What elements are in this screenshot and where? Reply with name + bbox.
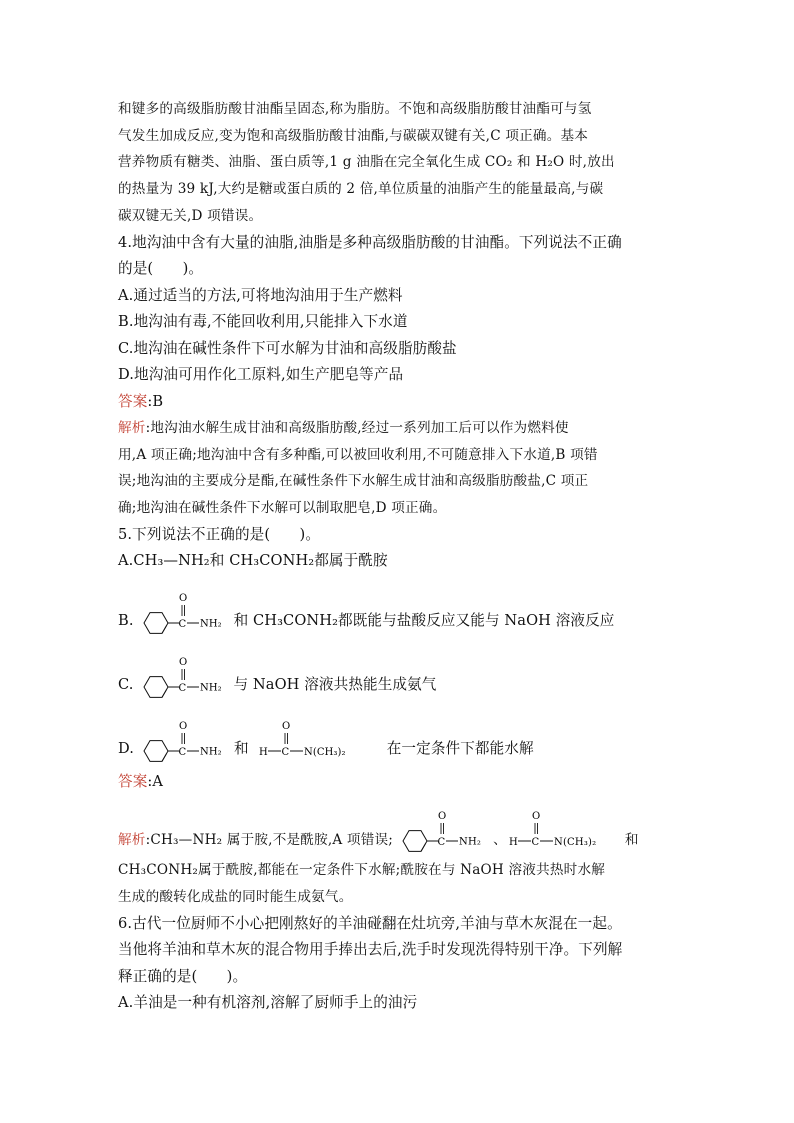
option-a: A.通过适当的方法,可将地沟油用于生产燃料 bbox=[118, 286, 403, 304]
carbon-label: C bbox=[437, 837, 446, 849]
explanation-separator: 、 bbox=[493, 831, 507, 848]
amine-label: NH₂ bbox=[200, 746, 222, 758]
explanation-line: CH₃CONH₂属于酰胺,都能在一定条件下水解;酰胺在与 NaOH 溶液共热时水解 bbox=[118, 862, 606, 879]
question-stem: 5.下列说法不正确的是( )。 bbox=[118, 525, 321, 543]
question-stem: 4.地沟油中含有大量的油脂,油脂是多种高级脂肪酸的甘油酯。下列说法不正确 bbox=[118, 233, 622, 251]
explanation-line bbox=[118, 415, 678, 442]
option-a: A.CH₃—NH₂和 CH₃CONH₂都属于酰胺 bbox=[118, 552, 388, 570]
option-a: A.羊油是一种有机溶剂,溶解了厨师手上的油污 bbox=[118, 994, 418, 1012]
option-d: D.地沟油可用作化工原料,如生产肥皂等产品 bbox=[118, 366, 404, 384]
explanation-line: 用,A 项正确;地沟油中含有多种酯,可以被回收利用,不可随意排入下水道,B 项错 bbox=[118, 446, 598, 463]
option-b-text: 和 CH₃CONH₂都既能与盐酸反应又能与 NaOH 溶液反应 bbox=[233, 612, 615, 630]
option-c: C.地沟油在碱性条件下可水解为甘油和高级脂肪酸盐 bbox=[118, 339, 457, 357]
carbon-label: C bbox=[178, 682, 186, 694]
carbon-label: C bbox=[281, 746, 289, 758]
hydrogen-label: H bbox=[508, 837, 518, 849]
question-stem: 释正确的是( )。 bbox=[118, 967, 248, 985]
explanation-line: 确;地沟油在碱性条件下水解可以制取肥皂,D 项正确。 bbox=[118, 500, 447, 517]
carbon-label: C bbox=[178, 746, 187, 758]
option-d-and: 和 bbox=[234, 740, 249, 758]
dimethylformamide-structure bbox=[507, 805, 625, 857]
text-line: 的热量为 39 kJ,大约是糖或蛋白质的 2 倍,单位质量的油脂产生的能量最高,与碳 bbox=[118, 181, 604, 198]
oxygen-label: O bbox=[281, 720, 291, 732]
oxygen-label: O bbox=[178, 592, 187, 604]
answer-label: 答案 bbox=[118, 392, 148, 410]
option-d-text: 在一定条件下都能水解 bbox=[386, 740, 534, 758]
explanation-line: 生成的酸转化成盐的同时能生成氨气。 bbox=[118, 889, 353, 906]
option-d-prefix: D. bbox=[118, 740, 135, 758]
explanation-label: 解析 bbox=[118, 831, 146, 848]
oxygen-label: O bbox=[531, 811, 541, 823]
explanation-label: 解析 bbox=[118, 420, 146, 437]
text-line: 营养物质有糖类、油脂、蛋白质等,1 g 油脂在完全氧化生成 CO₂ 和 H₂O 时,放出 bbox=[118, 154, 615, 171]
hydrogen-label: H bbox=[258, 746, 268, 758]
question-5 bbox=[118, 522, 678, 796]
dimethylamino-label: N(CH₃)₂ bbox=[553, 837, 597, 849]
answer-label: 答案 bbox=[118, 772, 148, 790]
option-b bbox=[118, 579, 678, 639]
benzamide-structure bbox=[134, 587, 234, 639]
answer-line bbox=[118, 389, 678, 416]
question-6 bbox=[118, 911, 678, 1017]
oxygen-label: O bbox=[438, 811, 447, 823]
q4-explanation bbox=[118, 415, 678, 522]
oxygen-label: O bbox=[179, 720, 188, 732]
q5-explanation bbox=[118, 795, 678, 910]
amine-label: NH₂ bbox=[199, 682, 222, 694]
option-c-prefix: C. bbox=[118, 676, 134, 694]
question-stem: 的是( )。 bbox=[118, 260, 204, 278]
benzamide-structure bbox=[134, 715, 234, 767]
explanation-text: :地沟油水解生成甘油和高级脂肪酸,经过一系列加工后可以作为燃料使 bbox=[145, 420, 569, 437]
amine-label: NH₂ bbox=[199, 618, 222, 630]
option-c bbox=[118, 639, 678, 703]
question-stem: 6.古代一位厨师不小心把刚熬好的羊油碰翻在灶坑旁,羊油与草木灰混在一起。 bbox=[118, 914, 622, 932]
question-stem: 当他将羊油和草木灰的混合物用手捧出去后,洗手时发现洗得特别干净。下列解 bbox=[118, 941, 623, 959]
benzamide-structure bbox=[393, 805, 493, 857]
intro-explanation bbox=[118, 96, 678, 230]
option-b-prefix: B. bbox=[118, 612, 134, 630]
text-line: 气发生加成反应,变为饱和高级脂肪酸甘油酯,与碳碳双键有关,C 项正确。基本 bbox=[118, 127, 589, 144]
answer-value: :A bbox=[147, 772, 164, 790]
answer-value: :B bbox=[147, 392, 164, 410]
amine-label: NH₂ bbox=[459, 836, 482, 848]
answer-line bbox=[118, 769, 678, 796]
carbon-label: C bbox=[178, 618, 186, 630]
explanation-line bbox=[118, 795, 678, 857]
dimethylamino-label: N(CH₃)₂ bbox=[303, 746, 346, 758]
explanation-and: 和 bbox=[624, 831, 639, 848]
option-b: B.地沟油有毒,不能回收利用,只能排入下水道 bbox=[118, 313, 408, 331]
question-4 bbox=[118, 230, 678, 416]
explanation-text: :CH₃—NH₂ 属于胺,不是酰胺,A 项错误; bbox=[145, 831, 394, 848]
option-c-text: 与 NaOH 溶液共热能生成氨气 bbox=[233, 676, 437, 694]
explanation-line: 误;地沟油的主要成分是酯,在碱性条件下水解生成甘油和高级脂肪酸盐,C 项正 bbox=[118, 473, 589, 490]
dimethylformamide-structure bbox=[257, 715, 387, 767]
option-d bbox=[118, 703, 678, 767]
text-line: 碳双键无关,D 项错误。 bbox=[118, 207, 263, 224]
text-line: 和键多的高级脂肪酸甘油酯呈固态,称为脂肪。不饱和高级脂肪酸甘油酯可与氢 bbox=[118, 101, 592, 117]
carbon-label: C bbox=[531, 837, 540, 849]
document-page bbox=[118, 96, 678, 1017]
benzamide-structure bbox=[134, 651, 234, 703]
oxygen-label: O bbox=[178, 656, 187, 668]
